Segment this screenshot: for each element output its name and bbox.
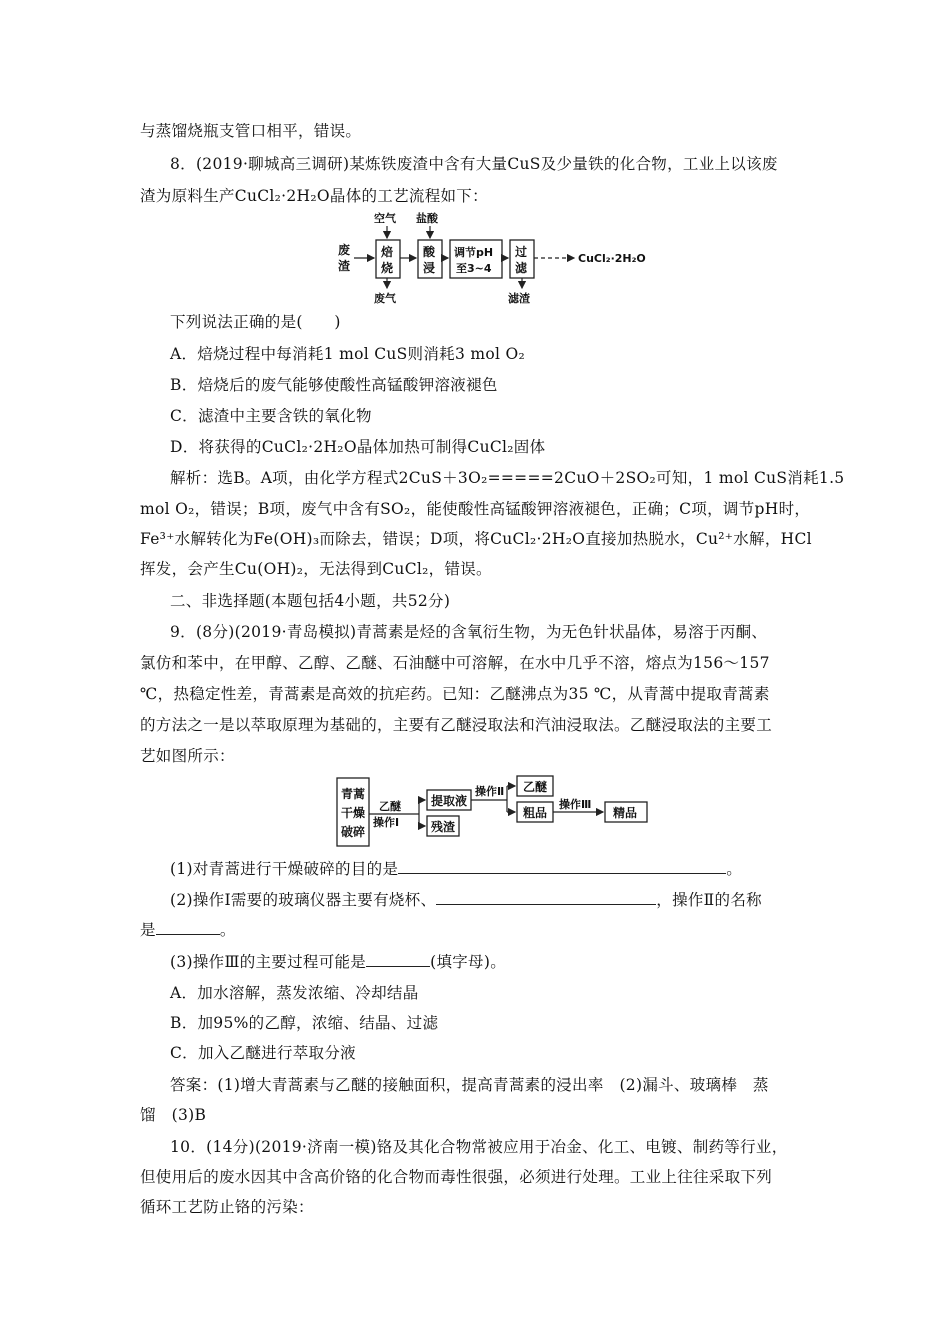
question-9-line: ℃，热稳定性差，青蒿素是高效的抗疟药。已知：乙醚沸点为35 ℃，从青蒿中提取青蒿素	[140, 685, 770, 703]
question-stem: 下列说法正确的是( )	[170, 313, 341, 331]
sub-question-1-end: 。	[726, 860, 743, 878]
option-c: C．加入乙醚进行萃取分液	[170, 1044, 356, 1062]
artemisinin-extraction-flow-diagram	[335, 770, 655, 850]
question-9-line: 氯仿和苯中，在甲醇、乙醇、乙醚、石油醚中可溶解，在水中几乎不溶，熔点为156～157	[140, 654, 770, 672]
sub-question-3	[170, 951, 820, 973]
ether-recovered-label: 乙醚	[523, 780, 548, 794]
roasting-label: 焙	[381, 245, 394, 259]
option-a: A．焙烧过程中每消耗1 mol CuS则消耗3 mol O₂	[170, 345, 525, 363]
option-b: B．焙烧后的废气能够使酸性高锰酸钾溶液褪色	[170, 376, 498, 394]
answer-blank[interactable]	[398, 858, 726, 874]
answer-blank[interactable]	[156, 919, 220, 935]
section-heading: 二、非选择题(本题包括4小题，共52分)	[170, 592, 451, 610]
adjust-ph-label: 至3~4	[456, 262, 492, 275]
product-label: CuCl₂·2H₂O	[578, 252, 646, 265]
analysis-line: 解析：选B。A项，由化学方程式2CuS＋3O₂=====2CuO＋2SO₂可知，1 mol CuS消耗1.5	[170, 469, 845, 487]
answer-blank[interactable]	[366, 951, 430, 967]
question-9-line: 艺如图所示：	[140, 747, 235, 765]
adjust-ph-label: 调节pH	[454, 246, 494, 259]
sub-question-2-text: 是	[140, 921, 156, 939]
sub-question-2-text: ，操作Ⅱ的名称	[656, 891, 762, 909]
crude-product-label: 粗品	[523, 806, 548, 820]
filtration-label: 滤	[515, 261, 528, 275]
answer-line: 答案：(1)增大青蒿素与乙醚的接触面积，提高青蒿素的浸出率 (2)漏斗、玻璃棒 蒸	[170, 1076, 769, 1094]
start-label: 破碎	[341, 825, 366, 839]
ether-label: 乙醚	[379, 800, 401, 813]
question-8-line: 渣为原料生产CuCl₂·2H₂O晶体的工艺流程如下：	[140, 187, 488, 205]
question-10-line: 10．(14分)(2019·济南一模)铬及其化合物常被应用于冶金、化工、电镀、制药等行业，	[170, 1138, 788, 1156]
feed-label: 废	[338, 243, 351, 257]
air-label: 空气	[374, 212, 396, 225]
exhaust-gas-label: 废气	[374, 292, 396, 305]
question-10-line: 但使用后的废水因其中含高价铬的化合物而毒性很强，必须进行处理。工业上往往采取下列	[140, 1168, 773, 1186]
analysis-line: 挥发，会产生Cu(OH)₂，无法得到CuCl₂，错误。	[140, 560, 492, 578]
roasting-label: 烧	[381, 261, 394, 275]
analysis-line: mol O₂，错误；B项，废气中含有SO₂，能使酸性高锰酸钾溶液褪色，正确；C项，调节pH时，	[140, 500, 811, 518]
text-line: 与蒸馏烧瓶支管口相平，错误。	[140, 122, 362, 140]
sub-question-3-text: (填字母)。	[430, 953, 507, 971]
question-9-line: 9．(8分)(2019·青岛模拟)青蒿素是烃的含氧衍生物，为无色针状晶体，易溶于丙酮、	[170, 623, 768, 641]
operation-2-label: 操作Ⅱ	[475, 785, 505, 798]
start-label: 干燥	[341, 806, 366, 820]
sub-question-2	[170, 889, 820, 911]
cucl2-process-flow-diagram	[330, 208, 690, 308]
option-b: B．加95%的乙醇，浓缩、结晶、过滤	[170, 1014, 439, 1032]
sub-question-2-text: (2)操作Ⅰ需要的玻璃仪器主要有烧杯、	[170, 891, 437, 909]
question-8-line: 8．(2019·聊城高三调研)某炼铁废渣中含有大量CuS及少量铁的化合物，工业上以该废	[170, 155, 778, 173]
sub-question-2-continued	[140, 919, 820, 941]
question-10-line: 循环工艺防止铬的污染：	[140, 1198, 314, 1216]
extract-label: 提取液	[431, 794, 468, 808]
refined-product-label: 精品	[613, 806, 638, 820]
sub-question-1-text: (1)对青蒿进行干燥破碎的目的是	[170, 860, 399, 878]
start-label: 青蒿	[341, 787, 366, 801]
feed-label: 渣	[338, 259, 351, 273]
filtration-label: 过	[515, 245, 528, 259]
answer-blank[interactable]	[436, 889, 656, 905]
acid-leaching-label: 浸	[423, 261, 436, 275]
option-a: A．加水溶解，蒸发浓缩、冷却结晶	[170, 984, 419, 1002]
question-9-line: 的方法之一是以萃取原理为基础的，主要有乙醚浸取法和汽油浸取法。乙醚浸取法的主要工	[140, 716, 773, 734]
operation-3-label: 操作Ⅲ	[559, 798, 592, 811]
sub-question-3-text: (3)操作Ⅲ的主要过程可能是	[170, 953, 367, 971]
option-d: D．将获得的CuCl₂·2H₂O晶体加热可制得CuCl₂固体	[170, 438, 546, 456]
acid-leaching-label: 酸	[423, 245, 436, 259]
answer-line: 馏 (3)B	[140, 1106, 207, 1124]
residue-label: 残渣	[431, 820, 456, 834]
hydrochloric-acid-label: 盐酸	[416, 212, 438, 225]
option-c: C．滤渣中主要含铁的氧化物	[170, 407, 372, 425]
filter-residue-label: 滤渣	[508, 292, 530, 305]
analysis-line: Fe³⁺水解转化为Fe(OH)₃而除去，错误；D项，将CuCl₂·2H₂O直接加热脱水，Cu²⁺水解，HCl	[140, 530, 812, 548]
sub-question-1	[170, 858, 820, 880]
operation-1-label: 操作Ⅰ	[373, 816, 400, 829]
sub-question-2-end: 。	[219, 921, 236, 939]
